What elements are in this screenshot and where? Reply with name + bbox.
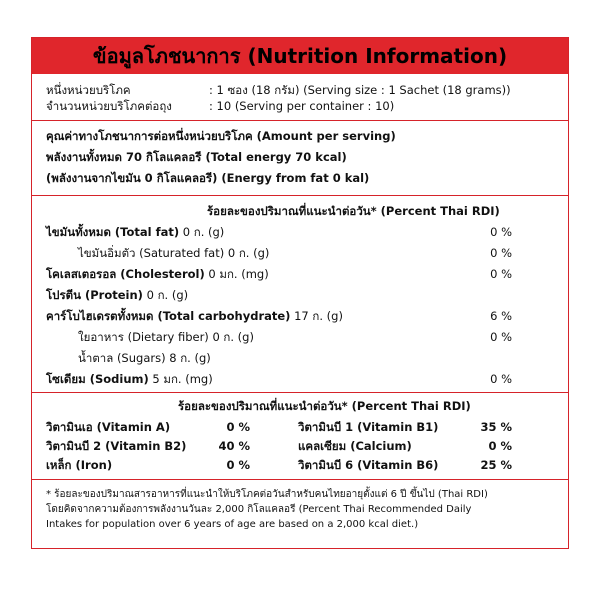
nutrient-pct: 0 % xyxy=(490,330,512,344)
footnote-line: Intakes for population over 6 years of age are based on a 2,000 kcal diet.) xyxy=(46,519,419,530)
nutrient-pct: 6 % xyxy=(490,309,512,323)
nutrient-name: ไขมันทั้งหมด (Total fat) xyxy=(46,225,180,239)
nutrient-row xyxy=(78,246,269,261)
footnote xyxy=(46,487,558,532)
nutrient-name: น้ำตาล (Sugars) xyxy=(78,351,166,365)
nutrition-panel xyxy=(31,37,569,549)
serving-size-value: : 1 ซอง (18 กรัม) (Serving size : 1 Sachet (18 grams)) xyxy=(209,83,511,97)
vitamin-pct: 0 % xyxy=(488,439,512,453)
nutrient-name: ใยอาหาร (Dietary fiber) xyxy=(78,330,209,344)
nutrient-name: โคเลสเตอรอล (Cholesterol) xyxy=(46,267,205,281)
nutrient-pct: 0 % xyxy=(490,225,512,239)
nutrient-row xyxy=(46,309,343,324)
nutrient-row xyxy=(78,330,254,345)
nutrient-amount: 5 มก. (mg) xyxy=(152,372,213,386)
nutrient-row xyxy=(46,225,224,240)
energy-from-fat: (พลังงานจากไขมัน 0 กิโลแคลอรี) (Energy from fat 0 kal) xyxy=(46,171,370,185)
nutrient-name: โซเดียม (Sodium) xyxy=(46,372,149,386)
rdi-heading: ร้อยละของปริมาณที่แนะนำต่อวัน* (Percent Thai RDI) xyxy=(207,204,500,218)
vitamin-pct: 0 % xyxy=(226,458,250,472)
nutrient-pct: 0 % xyxy=(490,267,512,281)
nutrient-amount: 17 ก. (g) xyxy=(294,309,343,323)
amount-per-serving-heading: คุณค่าทางโภชนาการต่อหนึ่งหน่วยบริโภค (Amount per serving) xyxy=(46,129,396,143)
nutrient-row xyxy=(78,351,211,366)
vitamin-pct: 0 % xyxy=(226,420,250,434)
vitamin-name: วิตามินบี 2 (Vitamin B2) xyxy=(46,439,187,453)
vitamin-name: แคลเซียม (Calcium) xyxy=(298,439,412,453)
nutrient-amount: 0 ก. (g) xyxy=(227,246,270,260)
nutrient-row xyxy=(46,267,269,282)
nutrient-name: โปรตีน (Protein) xyxy=(46,288,143,302)
vitamin-pct: 25 % xyxy=(480,458,512,472)
total-energy: พลังงานทั้งหมด 70 กิโลแคลอรี (Total energy 70 kcal) xyxy=(46,150,347,164)
vitamin-name: เหล็ก (Iron) xyxy=(46,458,113,472)
vitamin-pct: 35 % xyxy=(480,420,512,434)
divider xyxy=(32,392,568,393)
footnote-line: * ร้อยละของปริมาณสารอาหารที่แนะนำให้บริโภคต่อวันสำหรับคนไทยอายุตั้งแต่ 6 ปี ขึ้นไป (Thai RDI) xyxy=(46,489,488,500)
servings-per-container-label: จำนวนหน่วยบริโภคต่อถุง xyxy=(46,99,172,113)
vitamin-name: วิตามินเอ (Vitamin A) xyxy=(46,420,171,434)
vitamin-name: วิตามินบี 1 (Vitamin B1) xyxy=(298,420,439,434)
nutrient-row xyxy=(46,372,213,387)
nutrient-name: คาร์โบไฮเดรตทั้งหมด (Total carbohydrate) xyxy=(46,309,291,323)
panel-title: ข้อมูลโภชนาการ (Nutrition Information) xyxy=(32,38,568,74)
nutrient-amount: 0 ก. (g) xyxy=(182,225,225,239)
divider xyxy=(32,195,568,196)
servings-per-container-value: : 10 (Serving per container : 10) xyxy=(209,99,395,113)
nutrient-pct: 0 % xyxy=(490,246,512,260)
nutrient-amount: 0 ก. (g) xyxy=(212,330,254,344)
divider xyxy=(32,479,568,480)
nutrient-row xyxy=(46,288,188,303)
vitamin-name: วิตามินบี 6 (Vitamin B6) xyxy=(298,458,439,472)
divider xyxy=(32,120,568,121)
vitamin-pct: 40 % xyxy=(218,439,250,453)
nutrient-amount: 0 มก. (mg) xyxy=(208,267,269,281)
nutrient-amount: 8 ก. (g) xyxy=(169,351,211,365)
footnote-line: โดยคิดจากความต้องการพลังงานวันละ 2,000 กิโลแคลอรี (Percent Thai Recommended Daily xyxy=(46,504,472,515)
nutrient-amount: 0 ก. (g) xyxy=(146,288,189,302)
nutrient-name: ไขมันอิ่มตัว (Saturated fat) xyxy=(78,246,225,260)
vitamin-rdi-heading: ร้อยละของปริมาณที่แนะนำต่อวัน* (Percent Thai RDI) xyxy=(178,399,471,413)
serving-size-label: หนึ่งหน่วยบริโภค xyxy=(46,83,131,97)
nutrient-pct: 0 % xyxy=(490,372,512,386)
